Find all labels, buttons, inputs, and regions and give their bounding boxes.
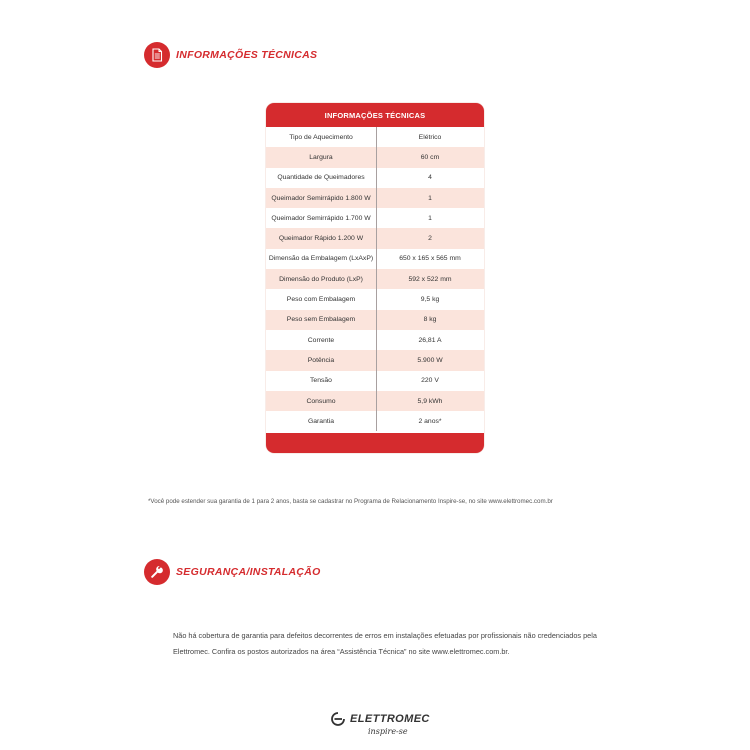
brand-name: ELETTROMEC: [350, 713, 430, 725]
table-row: [266, 411, 484, 431]
table-row: [266, 391, 484, 411]
table-row: [266, 269, 484, 289]
spec-value: 5.900 W: [417, 356, 443, 364]
spec-value: 26,81 A: [418, 336, 442, 344]
spec-value: 4: [428, 174, 432, 182]
spec-value: 1: [428, 214, 432, 222]
spec-label: Queimador Rápido 1.200 W: [278, 235, 364, 243]
spec-value: 9,5 kg: [420, 296, 440, 304]
tech-section-title: INFORMAÇÕES TÉCNICAS: [176, 49, 318, 61]
spec-label: Corrente: [307, 336, 335, 344]
wrench-icon: [144, 559, 170, 585]
spec-label: Tensão: [310, 377, 332, 385]
table-row: [266, 168, 484, 188]
spec-label: Garantia: [307, 417, 335, 425]
spec-table: [266, 103, 484, 453]
safety-paragraph: Não há cobertura de garantia para defeitos decorrentes de erros em instalações efetuadas por profissionais não credenciados pela Elettromec. Confira os postos autorizados na área “Assistência Técnica” no site www.elettromec.com.br.: [173, 631, 597, 656]
column-divider: [376, 127, 377, 431]
safety-section-title: SEGURANÇA/INSTALAÇÃO: [176, 566, 321, 578]
spec-value: 650 x 165 x 565 mm: [399, 255, 461, 263]
spec-label: Queimador Semirrápido 1.700 W: [271, 214, 371, 222]
spec-value: 2 anos*: [418, 417, 442, 425]
spec-value: 592 x 522 mm: [408, 275, 452, 283]
spec-value: 220 V: [421, 377, 439, 385]
table-row: [266, 310, 484, 330]
spec-value: 1: [428, 194, 432, 202]
spec-table-footer-bar: [266, 433, 484, 453]
tech-section-header: [144, 42, 317, 68]
table-row: [266, 350, 484, 370]
spec-label: Consumo: [306, 397, 336, 405]
spec-value: 8 kg: [423, 316, 437, 324]
spec-table-title: INFORMAÇÕES TÉCNICAS: [266, 103, 484, 127]
spec-label: Potência: [307, 356, 335, 364]
spec-label: Peso com Embalagem: [286, 296, 356, 304]
spec-value: 5,9 kWh: [417, 397, 443, 405]
spec-value: 2: [428, 235, 432, 243]
elettromec-logo-mark-icon: [330, 712, 346, 726]
table-row: [266, 208, 484, 228]
warranty-footnote: *Você pode estender sua garantia de 1 para 2 anos, basta se cadastrar no Programa de Relacionamento Inspire-se, no site www.elettromec.com.br: [148, 498, 553, 505]
table-row: [266, 330, 484, 350]
spec-label: Largura: [309, 153, 333, 161]
spec-value: 60 cm: [420, 153, 440, 161]
spec-table-body: [266, 127, 484, 431]
spec-label: Queimador Semirrápido 1.800 W: [271, 194, 371, 202]
spec-label: Quantidade de Queimadores: [277, 174, 365, 182]
document-icon: [144, 42, 170, 68]
table-row: [266, 127, 484, 147]
spec-label: Dimensão do Produto (LxP): [279, 275, 363, 283]
spec-value: Elétrico: [418, 133, 442, 141]
table-row: [266, 147, 484, 167]
table-row: [266, 228, 484, 248]
spec-label: Peso sem Embalagem: [286, 316, 356, 324]
safety-section-header: [144, 559, 321, 585]
spec-label: Dimensão da Embalagem (LxAxP): [268, 255, 374, 263]
table-row: [266, 249, 484, 269]
brand-tagline: inspire-se: [368, 727, 408, 736]
table-row: [266, 188, 484, 208]
spec-label: Tipo de Aquecimento: [289, 133, 353, 141]
elettromec-logo: [330, 712, 430, 736]
table-row: [266, 371, 484, 391]
table-row: [266, 289, 484, 309]
